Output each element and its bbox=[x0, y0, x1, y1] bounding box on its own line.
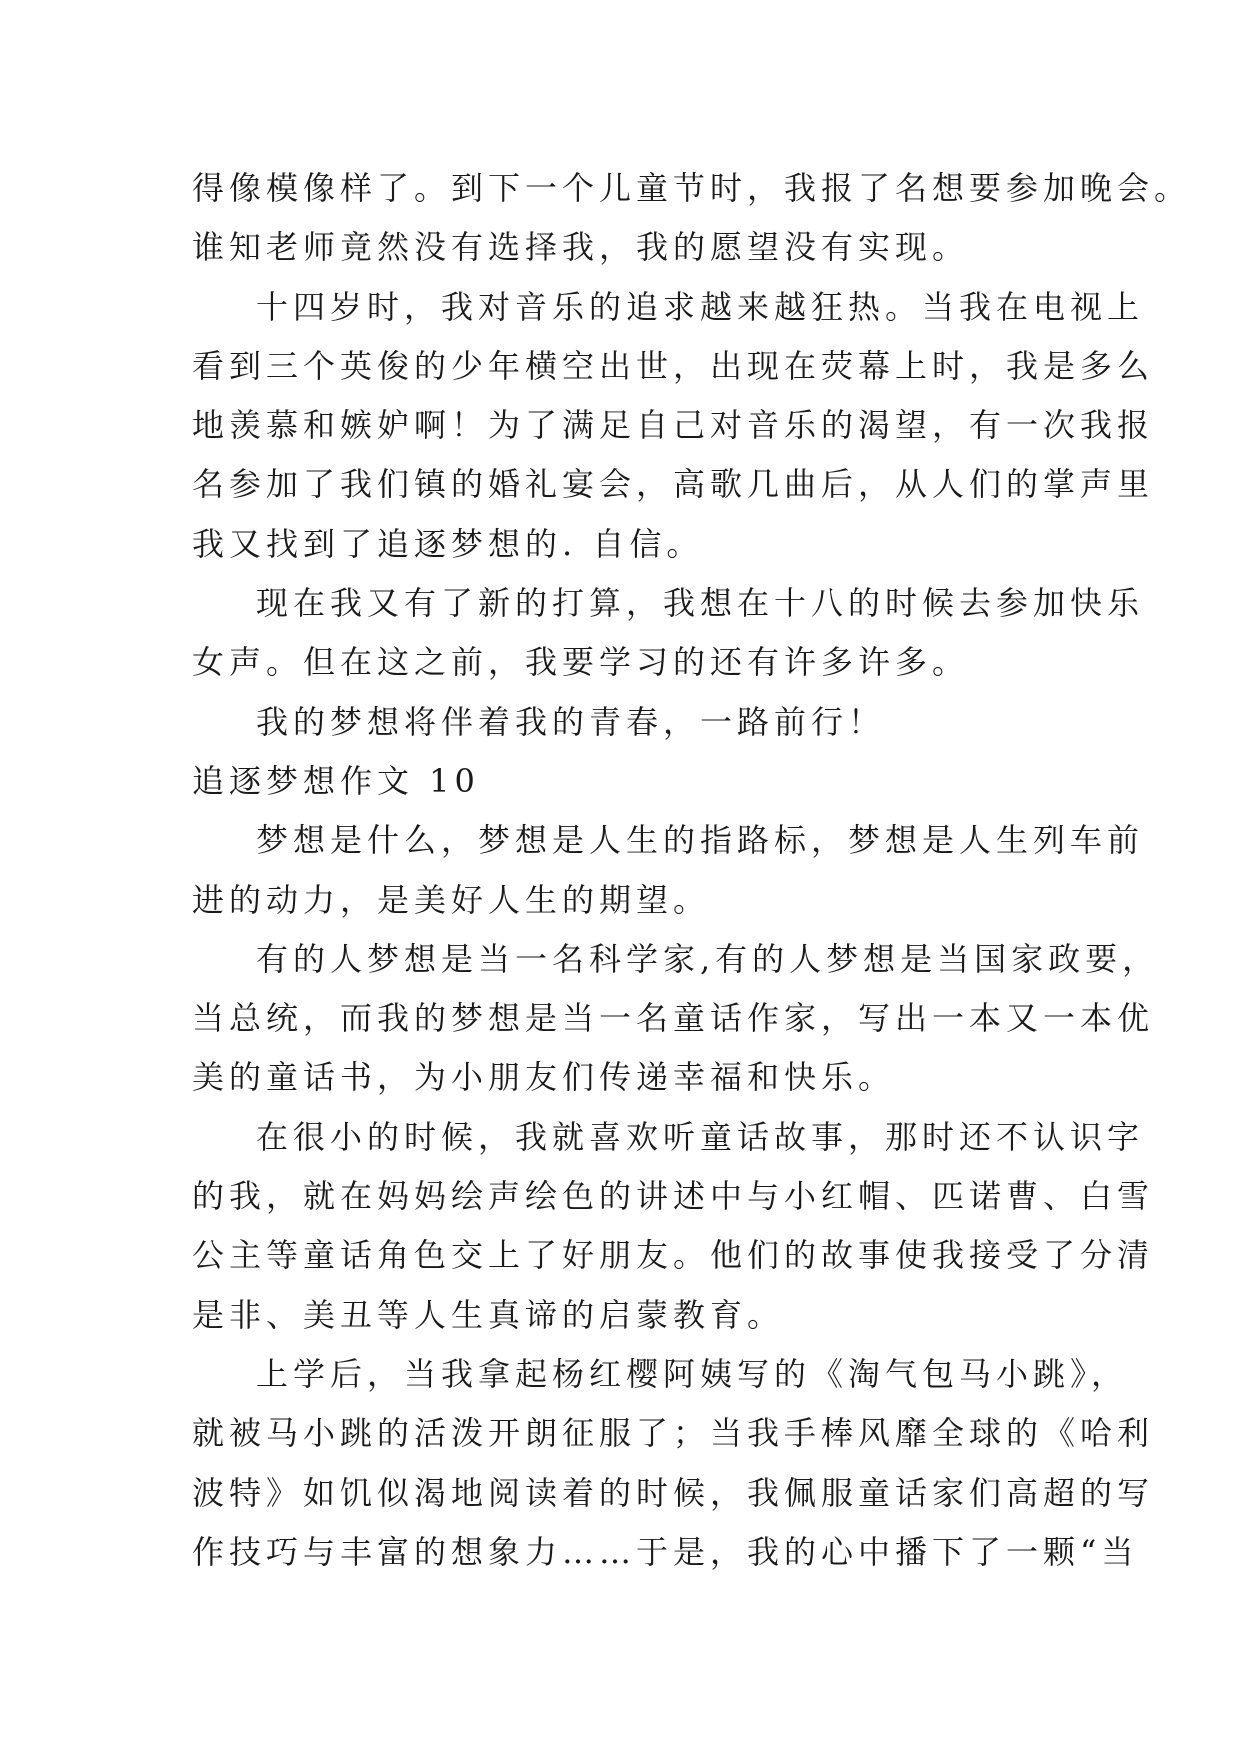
text-line: 的我，就在妈妈绘声绘色的讲述中与小红帽、匹诺曹、白雪 bbox=[192, 1177, 1155, 1216]
document-body bbox=[192, 159, 1192, 1582]
text-line: 看到三个英俊的少年横空出世，出现在荧幕上时，我是多么 bbox=[192, 346, 1155, 385]
paragraph-first-line: 梦想是什么，梦想是人生的指路标，梦想是人生列车前 bbox=[256, 821, 1145, 860]
text-line: 名参加了我们镇的婚礼宴会，高歌几曲后，从人们的掌声里 bbox=[192, 465, 1155, 504]
paragraph-first-line: 有的人梦想是当一名科学家,有的人梦想是当国家政要， bbox=[256, 939, 1160, 978]
text-line: 波特》如饥似渴地阅读着的时候，我佩服童话家们高超的写 bbox=[192, 1473, 1155, 1512]
text-line: 就被马小跳的活泼开朗征服了；当我手棒风靡全球的《哈利 bbox=[192, 1414, 1155, 1453]
paragraph-first-line: 在很小的时候，我就喜欢听童话故事，那时还不认识字 bbox=[256, 1117, 1145, 1156]
text-line: 谁知老师竟然没有选择我，我的愿望没有实现。 bbox=[192, 228, 970, 267]
text-line: 女声。但在这之前，我要学习的还有许多许多。 bbox=[192, 643, 970, 682]
text-line: 得像模像样了。到下一个儿童节时，我报了名想要参加晚会。 bbox=[192, 169, 1192, 207]
text-line: 当总统，而我的梦想是当一名童话作家，写出一本又一本优 bbox=[192, 999, 1155, 1038]
paragraph-first-line: 我的梦想将伴着我的青春，一路前行！ bbox=[256, 702, 886, 741]
paragraph-first-line: 上学后，当我拿起杨红樱阿姨写的《淘气包马小跳》， bbox=[256, 1354, 1129, 1393]
text-line: 作技巧与丰富的想象力……于是，我的心中播下了一颗“当 bbox=[192, 1532, 1139, 1571]
text-line: 我又找到了追逐梦想的. 自信。 bbox=[192, 524, 704, 563]
paragraph-first-line: 十四岁时，我对音乐的追求越来越狂热。当我在电视上 bbox=[256, 287, 1145, 326]
text-line: 进的动力，是美好人生的期望。 bbox=[192, 880, 711, 919]
paragraph-first-line: 现在我又有了新的打算，我想在十八的时候去参加快乐 bbox=[256, 584, 1145, 623]
text-line: 追逐梦想作文 10 bbox=[192, 761, 480, 800]
text-line: 地羡慕和嫉妒啊！为了满足自己对音乐的渴望，有一次我报 bbox=[192, 406, 1155, 445]
text-line: 是非、美丑等人生真谛的启蒙教育。 bbox=[192, 1295, 785, 1334]
text-line: 美的童话书，为小朋友们传递幸福和快乐。 bbox=[192, 1058, 896, 1097]
text-line: 公主等童话角色交上了好朋友。他们的故事使我接受了分清 bbox=[192, 1236, 1155, 1275]
